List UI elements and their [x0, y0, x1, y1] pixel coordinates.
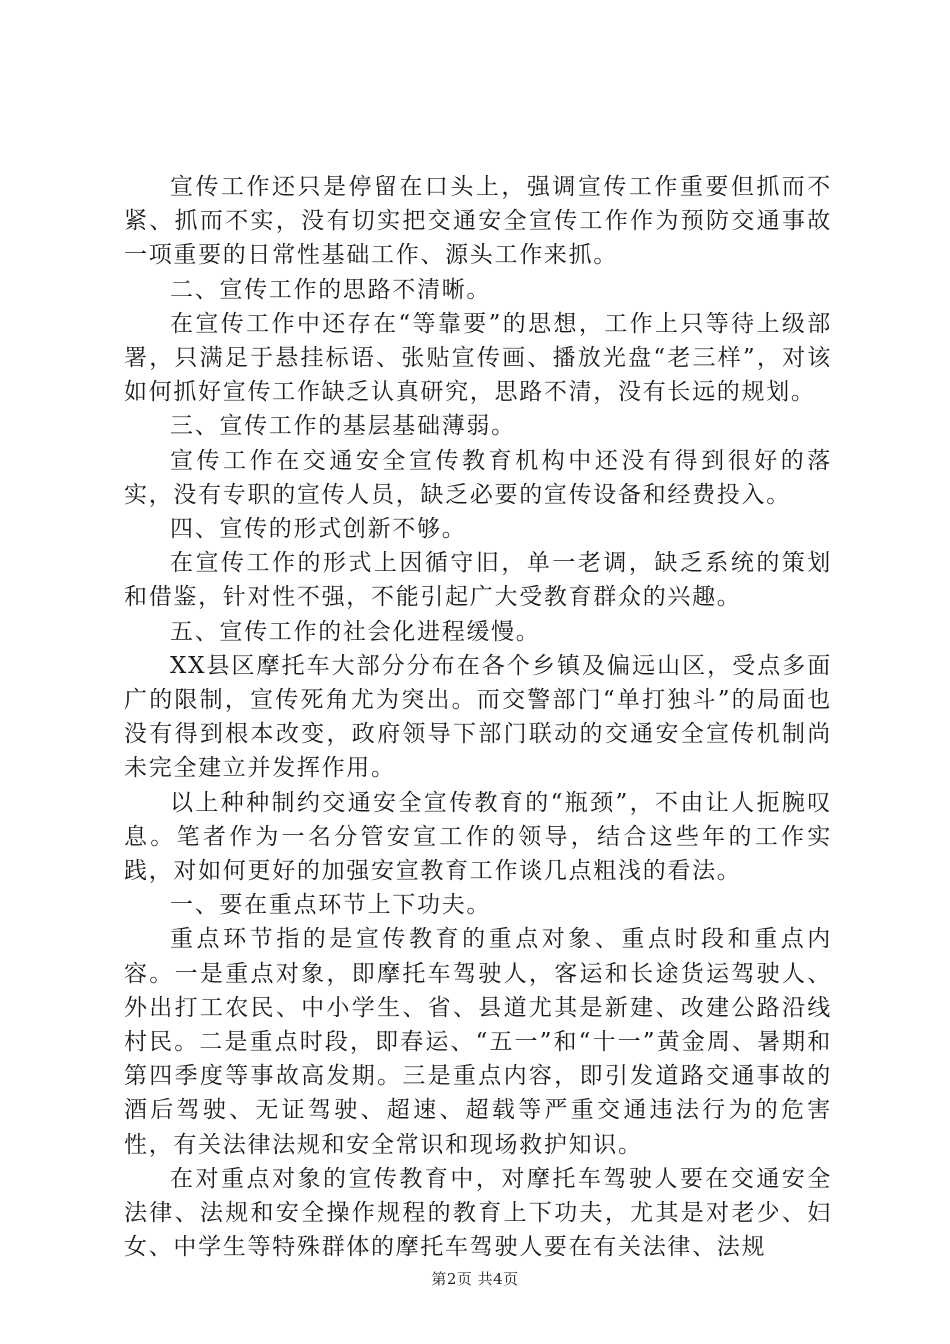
- paragraph-8: 在对重点对象的宣传教育中，对摩托车驾驶人要在交通安全法律、法规和安全操作规程的教育上下功夫，尤其是对老少、妇女、中学生等特殊群体的摩托车驾驶人要在有关法律、法规: [124, 1165, 832, 1261]
- paragraph-6: 以上种种制约交通安全宣传教育的“瓶颈”，不由让人扼腕叹息。笔者作为一名分管安宣工作的领导，结合这些年的工作实践，对如何更好的加强安宣教育工作谈几点粗浅的看法。: [124, 789, 832, 885]
- paragraph-5: XX县区摩托车大部分分布在各个乡镇及偏远山区，受点多面广的限制，宣传死角尤为突出。而交警部门“单打独斗”的局面也没有得到根本改变，政府领导下部门联动的交通安全宣传机制尚未完全建立并发挥作用。: [124, 652, 832, 782]
- paragraph-4: 在宣传工作的形式上因循守旧，单一老调，缺乏系统的策划和借鉴，针对性不强，不能引起广大受教育群众的兴趣。: [124, 550, 832, 611]
- heading-5: 五、宣传工作的社会化进程缓慢。: [170, 618, 541, 645]
- heading-3: 三、宣传工作的基层基础薄弱。: [170, 413, 516, 440]
- heading-4: 四、宣传的形式创新不够。: [170, 516, 467, 543]
- paragraph-3: 宣传工作在交通安全宣传教育机构中还没有得到很好的落实，没有专职的宣传人员，缺乏必要的宣传设备和经费投入。: [124, 447, 832, 508]
- document-body: [124, 170, 832, 1265]
- heading-section-1: 一、要在重点环节上下功夫。: [170, 892, 492, 919]
- paragraph-2: 在宣传工作中还存在“等靠要”的思想，工作上只等待上级部署，只满足于悬挂标语、张贴宣传画、播放光盘“老三样”，对该如何抓好宣传工作缺乏认真研究，思路不清，没有长远的规划。: [124, 310, 832, 406]
- paragraph-1: 宣传工作还只是停留在口头上，强调宣传工作重要但抓而不紧、抓而不实，没有切实把交通安全宣传工作作为预防交通事故一项重要的日常性基础工作、源头工作来抓。: [124, 174, 832, 269]
- page-number-footer: 第2页 共4页: [431, 1270, 519, 1288]
- heading-2: 二、宣传工作的思路不清晰。: [170, 276, 492, 303]
- paragraph-7: 重点环节指的是宣传教育的重点对象、重点时段和重点内容。一是重点对象，即摩托车驾驶人，客运和长途货运驾驶人、外出打工农民、中小学生、省、县道尤其是新建、改建公路沿线村民。二是重点时段，即春运、“五一”和“十一”黄金周、暑期和第四季度等事故高发期。三是重点内容，即引发道路交通事故的酒后驾驶、无证驾驶、超速、超载等严重交通违法行为的危害性，有关法律法规和安全常识和现场救护知识。: [124, 926, 832, 1158]
